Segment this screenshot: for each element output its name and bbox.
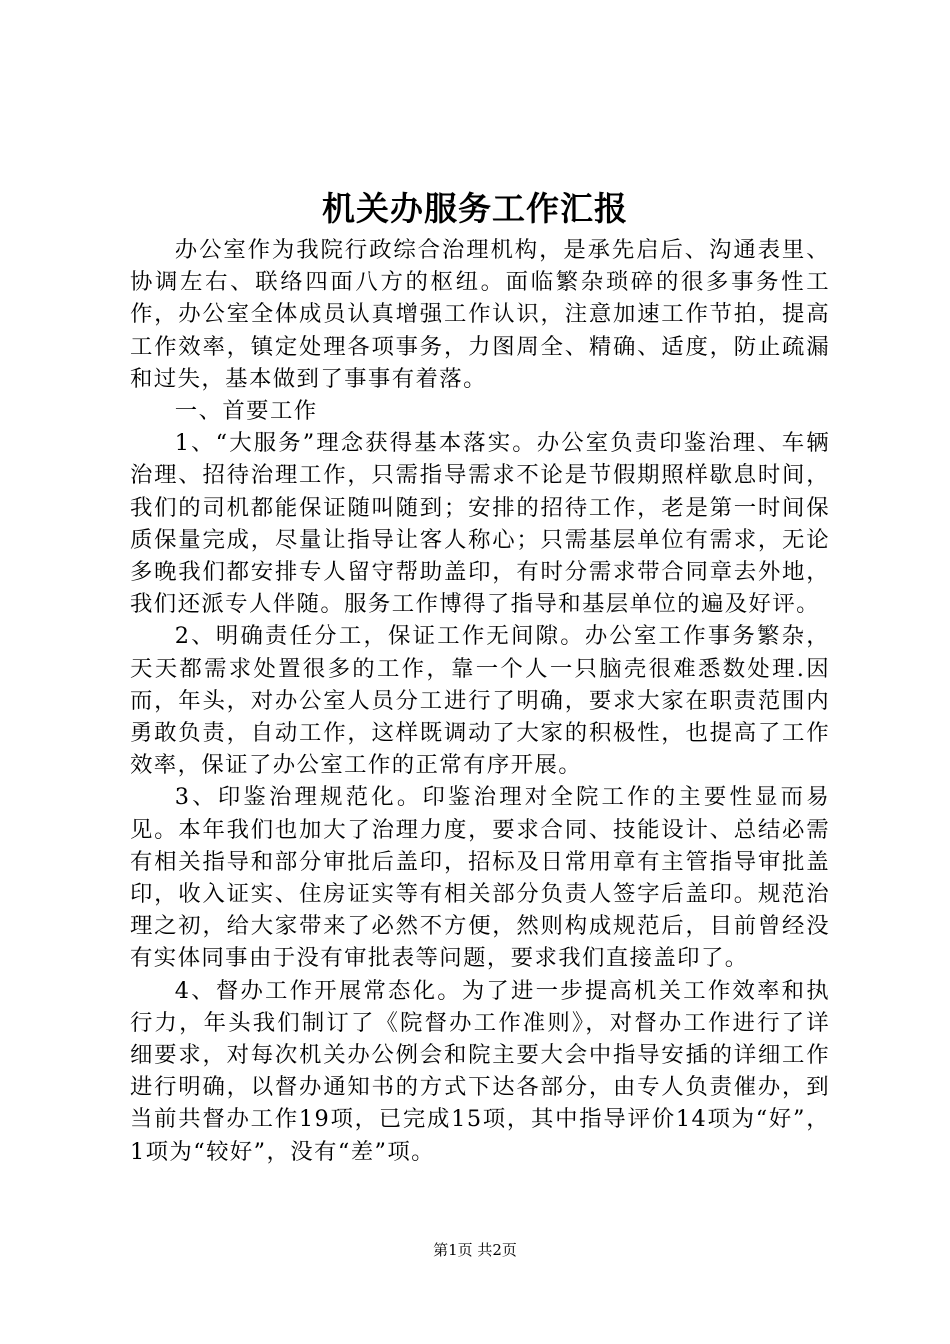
paragraph-item-4: 4、督办工作开展常态化。为了进一步提高机关工作效率和执行力，年头我们制订了《院督办工作准则》，对督办工作进行了详细要求，对每次机关办公例会和院主要大会中指导安插的详细工作进行明确，以督办通知书的方式下达各部分，由专人负责催办，到当前共督办工作19项，已完成15项，其中指导评价14项为“好”，1项为“较好”，没有“差”项。	[130, 977, 830, 1165]
page-footer: 第1页 共2页	[433, 1241, 517, 1259]
paragraph-item-1: 1、“大服务”理念获得基本落实。办公室负责印鉴治理、车辆治理、招待治理工作，只需指导需求不论是节假期照样歇息时间，我们的司机都能保证随叫随到；安排的招待工作，老是第一时间保质保量完成，尽量让指导让客人称心；只需基层单位有需求，无论多晚我们都安排专人留守帮助盖印，有时分需求带合同章去外地，我们还派专人伴随。服务工作博得了指导和基层单位的遍及好评。	[130, 430, 830, 618]
document-body	[130, 234, 830, 1168]
paragraph-intro: 办公室作为我院行政综合治理机构，是承先启后、沟通表里、协调左右、联络四面八方的枢纽。面临繁杂琐碎的很多事务性工作，办公室全体成员认真增强工作认识，注意加速工作节拍，提高工作效率，镇定处理各项事务，力图周全、精确、适度，防止疏漏和过失，基本做到了事事有着落。	[130, 237, 830, 392]
paragraph-item-2: 2、明确责任分工，保证工作无间隙。办公室工作事务繁杂，天天都需求处置很多的工作，靠一个人一只脑壳很难悉数处理.因而，年头，对办公室人员分工进行了明确，要求大家在职责范围内勇敢负责，自动工作，这样既调动了大家的积极性，也提高了工作效率，保证了办公室工作的正常有序开展。	[130, 623, 830, 779]
document-title: 机关办服务工作汇报	[322, 189, 628, 228]
paragraph-item-3: 3、印鉴治理规范化。印鉴治理对全院工作的主要性显而易见。本年我们也加大了治理力度，要求合同、技能设计、总结必需有相关指导和部分审批后盖印，招标及日常用章有主管指导审批盖印，收入证实、住房证实等有相关部分负责人签字后盖印。规范治理之初，给大家带来了必然不方便，然则构成规范后，目前曾经没有实体同事由于没有审批表等问题，要求我们直接盖印了。	[130, 784, 830, 972]
section-heading: 一、首要工作	[174, 398, 318, 425]
